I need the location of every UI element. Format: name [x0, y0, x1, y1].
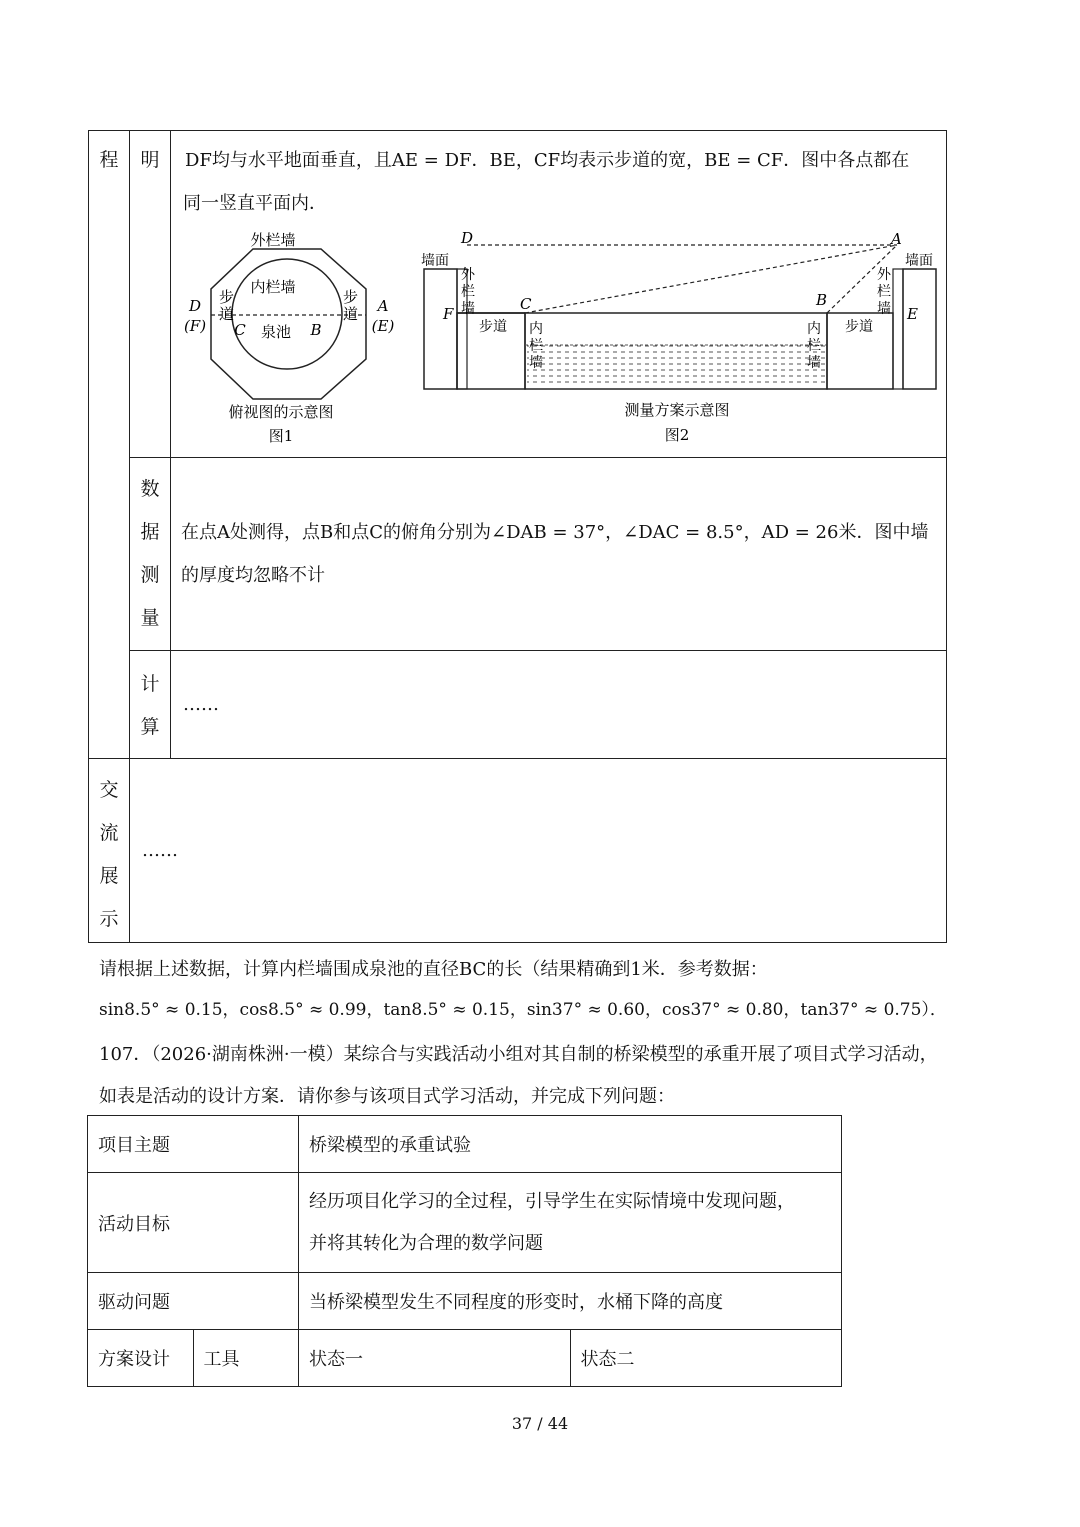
- state2-label: 状态二: [580, 1349, 635, 1370]
- fig2-label-c: C: [520, 295, 532, 313]
- fig2-water: [527, 345, 825, 387]
- topic-label-cell: [88, 1116, 299, 1173]
- fig2-label-f: F: [443, 305, 454, 323]
- question-line-2: sin8.5° ≈ 0.15，cos8.5° ≈ 0.99，tan8.5° ≈ 0.15，sin37° ≈ 0.60，cos37° ≈ 0.80，tan37° ≈ 0.75）．: [99, 1000, 947, 1020]
- fig1-label-a: A: [377, 297, 389, 315]
- fig2-label-a: A: [891, 230, 902, 248]
- stage-column-cell: [89, 131, 130, 759]
- figure2-measurement-scheme: [421, 229, 941, 453]
- explain-line-2: 同一竖直平面内．: [183, 193, 327, 214]
- data-label: 数 据 测 量: [140, 478, 160, 629]
- exchange-content-cell: [130, 759, 947, 943]
- fig2-number: 图2: [664, 426, 690, 444]
- exchange-text: ……: [142, 840, 178, 861]
- fig1-label-f: (F): [183, 317, 207, 335]
- driver-label-cell: [88, 1273, 299, 1330]
- problem107-line-2: 如表是活动的设计方案．请你参与该项目式学习活动，并完成下列问题：: [99, 1086, 675, 1107]
- goal-label: 活动目标: [98, 1213, 170, 1235]
- fig2-walk-right: 步道: [845, 319, 873, 335]
- data-line-1: 在点A处测得，点B和点C的俯角分别为∠DAB = 37°，∠DAC = 8.5°，AD = 26米．图中墙: [181, 522, 929, 543]
- goal-value-cell: [299, 1173, 842, 1273]
- calc-label: 计 算: [140, 673, 160, 738]
- fig1-outer-wall-text: 外栏墙: [250, 231, 296, 249]
- calc-text: ……: [183, 694, 219, 715]
- calc-label-cell: [130, 651, 171, 759]
- fig2-outer-wall-left: 外栏墙: [461, 267, 475, 317]
- fig1-walk-right: 步道: [343, 288, 359, 323]
- fig1-walk-left: 步道: [219, 288, 235, 323]
- measurement-plan-table: [88, 130, 947, 943]
- driver-value-cell: [299, 1273, 842, 1330]
- design-label-cell: [88, 1330, 194, 1387]
- state1-label: 状态一: [309, 1349, 363, 1370]
- tool-label: 工具: [203, 1349, 240, 1370]
- fig1-number: 图1: [268, 427, 294, 445]
- explain-label: 明: [140, 149, 160, 171]
- topic-value-cell: [299, 1116, 842, 1173]
- fig2-label-b: B: [816, 291, 828, 309]
- goal-line-1: 经历项目化学习的全过程，引导学生在实际情境中发现问题，: [309, 1190, 795, 1212]
- explain-line-1: DF均与水平地面垂直，且AE = DF．BE，CF均表示步道的宽，BE = CF．图中各点都在: [185, 150, 910, 171]
- fig2-line-ac: [525, 245, 897, 313]
- explain-label-cell: [130, 131, 171, 458]
- goal-line-2: 并将其转化为合理的数学问题: [309, 1232, 543, 1254]
- fig2-caption: 测量方案示意图: [624, 401, 730, 419]
- fig1-label-b: B: [310, 321, 322, 339]
- inner-wall-circle: [232, 259, 342, 369]
- data-content-cell: [171, 458, 947, 651]
- fig2-right-outer-wall: [893, 269, 903, 389]
- fig2-walk-left: 步道: [479, 319, 507, 335]
- driver-label: 驱动问题: [98, 1292, 170, 1313]
- fig2-label-d: D: [461, 229, 474, 247]
- design-label: 方案设计: [98, 1349, 170, 1370]
- topic-value: 桥梁模型的承重试验: [309, 1135, 471, 1156]
- fig2-wall-face-left: 墙面: [421, 253, 449, 269]
- fig2-label-e: E: [907, 305, 918, 323]
- fig1-inner-wall-text: 内栏墙: [250, 278, 296, 296]
- problem107-line-1: 107．（2026·湖南株洲·一模）某综合与实践活动小组对其自制的桥梁模型的承重开展了项目式学习活动，: [99, 1044, 938, 1065]
- state2-label-cell: [570, 1330, 842, 1387]
- page-number: 37 / 44: [511, 1414, 569, 1433]
- question-line-1: 请根据上述数据，计算内栏墙围成泉池的直径BC的长（结果精确到1米．参考数据：: [99, 959, 768, 980]
- data-line-2: 的厚度均忽略不计: [181, 565, 325, 586]
- fig2-inner-wall-right: 内栏墙: [807, 321, 821, 371]
- fig1-caption: 俯视图的示意图: [228, 403, 334, 421]
- fig1-label-c: C: [234, 321, 246, 339]
- fig2-right-wall-face-block: [903, 269, 936, 389]
- fig1-label-d: D: [188, 297, 202, 315]
- figure1-top-view: [183, 227, 395, 453]
- exchange-label: 交 流 展 示: [99, 779, 119, 930]
- goal-label-cell: [88, 1173, 299, 1273]
- fig1-label-e: (E): [371, 317, 395, 335]
- fig2-inner-wall-left: 内栏墙: [529, 321, 543, 371]
- tool-label-cell: [193, 1330, 299, 1387]
- exchange-label-cell: [89, 759, 130, 943]
- fig2-wall-face-right: 墙面: [905, 253, 933, 269]
- explain-content-cell: [171, 131, 947, 458]
- bridge-project-table: [87, 1115, 842, 1387]
- calc-content-cell: [171, 651, 947, 759]
- fig2-outer-wall-right: 外栏墙: [877, 267, 891, 317]
- state1-label-cell: [299, 1330, 571, 1387]
- data-label-cell: [130, 458, 171, 651]
- driver-value: 当桥梁模型发生不同程度的形变时，水桶下降的高度: [309, 1292, 723, 1313]
- fig2-left-wall-face-block: [424, 269, 457, 389]
- topic-label: 项目主题: [98, 1135, 170, 1156]
- fig1-pool-text: 泉池: [260, 323, 292, 341]
- stage-label: 程: [99, 149, 119, 171]
